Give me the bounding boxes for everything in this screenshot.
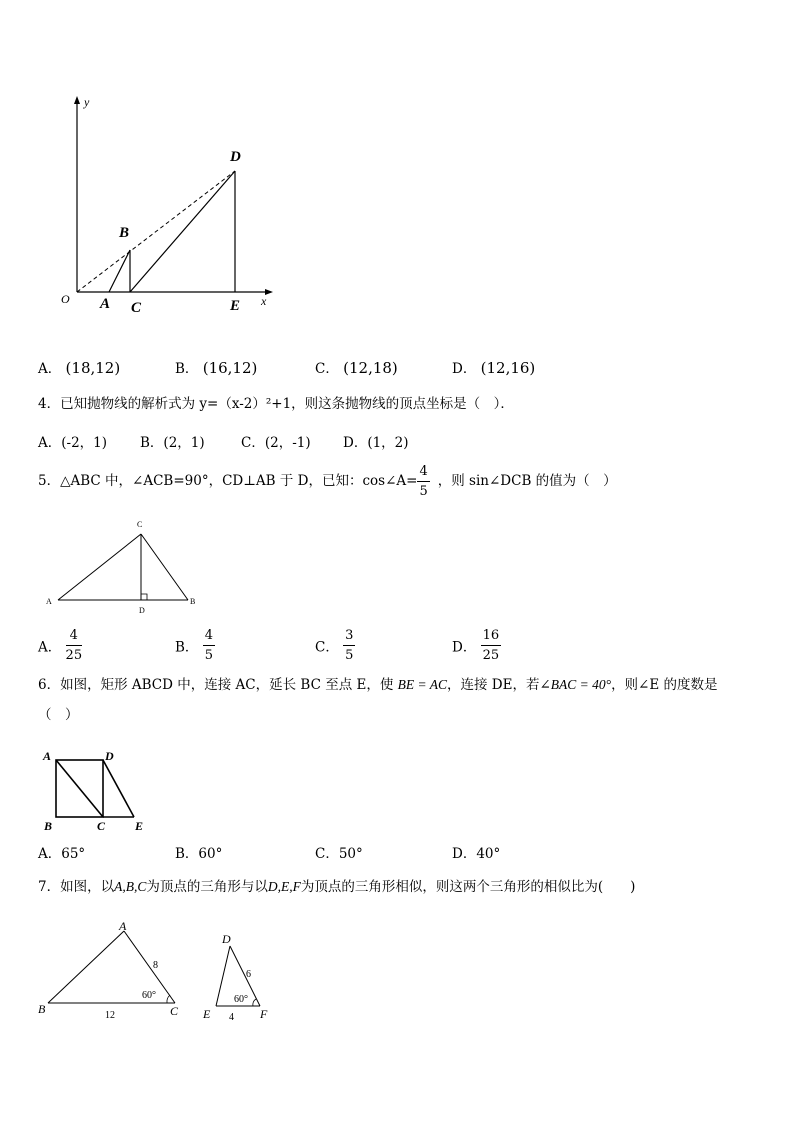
q6-option-c[interactable] [315,842,363,862]
label-o: O [61,292,70,306]
option-letter: D． [452,846,477,862]
label-b: B [119,225,130,241]
option-letter: D． [343,435,368,451]
q4-option-a[interactable] [38,431,107,451]
q7-triangle-abc-figure [36,918,196,1026]
q6-option-d[interactable] [452,842,500,862]
label-f: F [260,1007,268,1021]
q7-math-b: D,E,F [267,879,301,894]
fraction-denominator: 25 [65,648,83,663]
q6-option-a[interactable] [38,842,85,862]
segment-ac [58,534,141,600]
q5-text-before: 5．△ABC 中，∠ACB=90°，CD⊥AB 于 D，已知：cos∠A= [38,473,418,489]
option-letter: D． [452,361,477,377]
q5-option-b[interactable] [175,628,215,663]
option-letter: A． [38,639,62,656]
option-letter: D． [452,639,477,656]
fraction-numerator: 4 [66,628,83,646]
label-a: A [119,919,127,933]
fraction-numerator: 16 [481,628,502,646]
q7-triangle-def-figure [198,930,278,1026]
option-value: (18,12) [65,359,121,377]
q3-option-b[interactable] [175,357,257,377]
label-e: E [135,819,144,833]
label-b: B [190,597,196,606]
side-ac-length: 8 [153,960,158,971]
label-d: D [230,149,241,165]
fraction-denominator: 5 [345,648,354,663]
right-angle-mark [141,594,147,600]
q7-text-b: 为顶点的三角形与以 [146,879,268,895]
option-value: (1，2) [367,435,409,451]
option-value: (12,16) [480,359,536,377]
option-value: 65° [61,846,86,862]
q6-text-a: 6．如图，矩形 ABCD 中，连接 AC，延长 BC 至点 E，使 [38,677,398,693]
q4-question-text: 4．已知抛物线的解析式为 y=（x-2）²+1，则这条抛物线的顶点坐标是（ ）． [38,396,514,412]
q5-option-c[interactable] [315,628,355,663]
segment-de [216,946,230,1006]
q6-question-line2: （ ） [38,707,79,723]
option-value: 50° [338,846,363,862]
option-value: (16,12) [202,359,258,377]
option-letter: B． [175,846,199,862]
q4-option-d[interactable] [343,431,409,451]
label-a: A [100,296,111,312]
q5-option-a[interactable] [38,628,82,663]
q5-text-after: ，则 sin∠DCB 的值为（ ） [437,473,617,489]
option-letter: B． [140,435,164,451]
option-letter: C． [315,846,339,862]
q7-text-a: 7．如图，以 [38,879,115,895]
dashed-line-od [77,171,235,292]
segment-cd [130,171,235,292]
q7-question [38,878,635,896]
label-e: E [230,298,241,314]
label-c: C [97,819,106,833]
fraction-numerator: 3 [343,628,355,646]
option-fraction [203,628,215,663]
option-fraction [481,628,502,663]
q7-math-a: A,B,C [114,879,147,894]
angle-arc [167,995,170,1003]
y-axis-label: y [84,95,90,109]
diagonal-ac [56,760,103,817]
segment-de [103,760,134,817]
label-c: C [137,520,143,529]
angle-label: 60° [234,994,248,1005]
label-e: E [203,1007,211,1021]
option-letter: C． [241,435,265,451]
side-df-length: 6 [246,969,251,980]
q6-rectangle-figure [38,746,158,836]
label-d: D [139,606,145,615]
segment-bc [141,534,188,600]
q6-text-c: ，则∠E 的度数是 [611,677,718,693]
label-b: B [38,1002,46,1016]
q6-option-b[interactable] [175,842,222,862]
q5-cos-fraction [417,464,429,499]
option-fraction [66,628,83,663]
option-value: 40° [476,846,501,862]
label-a: A [46,597,52,606]
option-value: (-2，1) [61,435,108,451]
q5-option-d[interactable] [452,628,501,663]
option-letter: C． [315,361,339,377]
option-value: (2，1) [163,435,205,451]
fraction-denominator: 5 [204,648,213,663]
option-value: 60° [198,846,223,862]
q6-math-a: BE = AC [397,677,447,692]
option-value: (2，-1) [264,435,311,451]
label-c: C [131,300,142,316]
fraction-numerator: 4 [417,464,429,482]
label-b: B [44,819,53,833]
angle-arc [253,999,256,1006]
option-fraction [343,628,355,663]
y-axis-arrow [74,96,80,104]
option-letter: B． [175,639,199,656]
side-bc-length: 12 [105,1010,115,1021]
q5-triangle-figure [38,512,208,620]
option-letter: A． [38,435,62,451]
q3-option-a[interactable] [38,357,120,377]
fraction-denominator: 5 [419,484,428,499]
q3-option-c[interactable] [315,357,398,377]
option-letter: B． [175,361,199,377]
option-value: (12,18) [343,359,398,377]
q6-question-line1 [38,676,718,694]
angle-label: 60° [142,990,156,1001]
q5-question [38,462,617,500]
q3-option-d[interactable] [452,357,535,377]
q4-option-b[interactable] [140,431,205,451]
x-axis-label: x [261,294,267,308]
label-c: C [170,1004,179,1018]
option-letter: A． [38,361,62,377]
option-letter: C． [315,639,339,656]
fraction-numerator: 4 [203,628,215,646]
q6-text-b: ，连接 DE，若 [447,677,540,693]
label-d: D [105,749,114,763]
q3-coordinate-figure [55,90,285,322]
q4-option-c[interactable] [241,431,311,451]
segment-ab [48,931,124,1003]
option-letter: A． [38,846,62,862]
q7-text-c: 为顶点的三角形相似，则这两个三角形的相似比为( ) [300,879,636,895]
label-a: A [43,749,52,763]
side-ef-length: 4 [229,1012,234,1023]
fraction-denominator: 25 [482,648,500,663]
label-d: D [222,932,231,946]
q6-math-b: ∠BAC = 40° [539,677,612,692]
segment-ab [109,250,130,292]
